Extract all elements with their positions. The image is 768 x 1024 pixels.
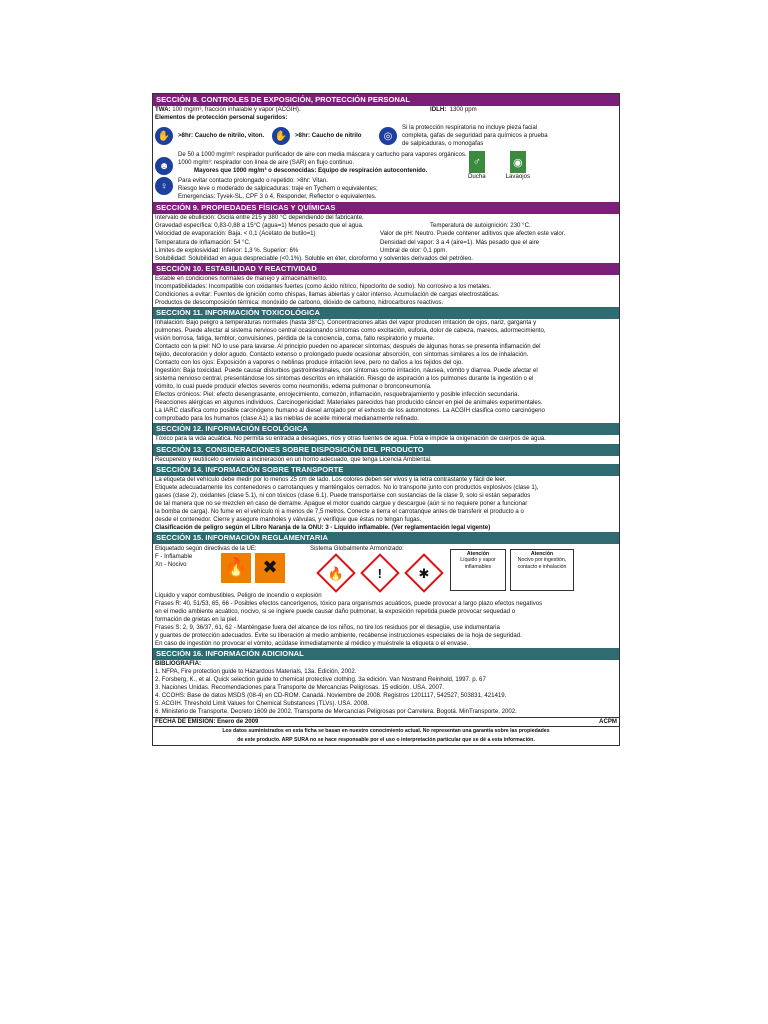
glove-icon: ✋ xyxy=(155,127,173,145)
section-8-header: SECCIÓN 8. CONTROLES DE EXPOSICIÓN, PROTECCIÓN PERSONAL xyxy=(153,94,619,106)
reg-line: en el medio ambiente acuático, nocivo, si se ingiere puede causar daño pulmonar, la exposición repetida puede provocar sequedad o xyxy=(155,607,516,615)
odor-threshold: Umbral de olor: 0,1 ppm. xyxy=(380,246,448,254)
reg-line: Frases R: 40, 51/53, 65, 66 - Posibles efectos cancerígenos, tóxico para organismos acuáticos, puede provocar a largo plazo efectos negativos xyxy=(155,599,543,607)
props-row-3 xyxy=(153,239,619,247)
idlh-value: 1300 ppm xyxy=(449,106,477,113)
ecological-line: Tóxico para la vida acuática. No permita su entrada a desagües, ríos y otras fuentes de agua. Flota e impide la oxigenación de cuerpos de agua. xyxy=(155,435,546,443)
disposal-line: Recuperelo y reutilícelo o envíelo a incineración en un horno adecuado, que tenga Licencia Ambiental. xyxy=(155,455,432,463)
transport-line: gases (clase 2), oxidantes (clase 5.1), ni con tóxicos (clase 6.1). Puede transportarse con sustancias de la clase 9, solo si están separados xyxy=(155,491,531,499)
tox-line: Reacciones alérgicas en algunos individuos. Carcinogenicidad: Materiales parecidos han producido cáncer en piel de animales experimentales. xyxy=(155,399,543,407)
shower-icon: ♂ xyxy=(469,151,485,173)
specific-gravity: Gravedad específica: 0,83-0,88 a 15°C (agua=1) Menos pesado que el agua. xyxy=(155,222,364,230)
transport-line: Etiquete adecuadamente los contenedores o carrotanques y manténgalos cerrados. No lo transporte junto con productos explosivos (clase 1), xyxy=(155,483,539,491)
transport-text xyxy=(153,476,619,532)
autoignition: Temperatura de autoignición: 230 °C. xyxy=(430,222,531,230)
section-13-header: SECCIÓN 13. CONSIDERACIONES SOBRE DISPOSICIÓN DEL PRODUCTO xyxy=(153,444,619,456)
section-9-header: SECCIÓN 9. PROPIEDADES FÍSICAS Y QUÍMICAS xyxy=(153,202,619,214)
twa-value: 100 mg/m³, fracción inhalable y vapor (ACGIH). xyxy=(172,106,301,113)
reg-line: formación de grietas en la piel. xyxy=(155,616,238,624)
disclaimer-line: Los datos suministrados en esta ficha se basan en nuestro conocimiento actual. No representan una garantía sobre las propiedades xyxy=(222,727,550,734)
decomposition-line: Productos de descomposición térmica: monóxido de carbono, dióxido de carbono, hidrocarburos reactivos. xyxy=(155,298,444,306)
idlh-label: IDLH: xyxy=(430,106,447,113)
body-protection-text: Para evitar contacto prolongado o repetido: >8hr: Vitan. Riesgo leve o moderado de salpicaduras: traje en Tychem o equivalentes; Emergencias: Tyvek-SL, CPF 3 ó 4, Responder, Reflector o equivalentes. xyxy=(178,177,378,201)
tox-line: tejido, decoloración y dolor agudo. Contacto extenso o prolongado puede ocasionar absorción, con síntomas similares a los de inhalación. xyxy=(155,351,529,359)
shower-sign xyxy=(466,151,488,181)
props-row-2 xyxy=(153,230,619,238)
ghs-flame-icon: 🔥 xyxy=(316,553,356,593)
stability-line: Estable en condiciones normales de manejo y almacenamiento. xyxy=(155,274,328,282)
ph-value: Valor de pH: Neutro. Puede contener aditivos que afecten este valor. xyxy=(380,230,566,238)
regulatory-text xyxy=(153,592,619,648)
section-11-header: SECCIÓN 11. INFORMACIÓN TOXICOLÓGICA xyxy=(153,307,619,319)
tox-line: Contacto con los ojos: Exposición a vapores o neblinas produce irritación leve, pero no daños a los tejidos del ojo. xyxy=(155,359,463,367)
tox-line: vómito, lo cual puede producir efectos severos como neumonitis, edema pulmonar o bronconeumonía. xyxy=(155,383,432,391)
ppe-row xyxy=(153,122,619,150)
safety-data-sheet xyxy=(152,93,620,746)
solubility: Solubilidad: Solubilidad en agua despreciable (<0.1%). Soluble en éter, cloroformo y solventes derivados del petróleo. xyxy=(155,254,473,262)
tox-line: comprobado para los humanos (clase A1) a las nieblas de aceite mineral medianamente refinado. xyxy=(155,415,419,423)
labeling-row xyxy=(153,544,619,592)
un-classification: Clasificación de peligro según el Libro Naranja de la ONU: 3 - Líquido inflamable. (Ver reglamentación legal vigente) xyxy=(155,523,491,531)
tox-line: La IARC clasifica como posible carcinógeno humano al diesel arrojado por el exhosto de los automotores. La ACGIH clasifica como carcinógeno xyxy=(155,407,545,415)
toxicology-text xyxy=(153,319,619,424)
eu-harmful: Xn - Nocivo xyxy=(155,560,187,568)
section-16-header: SECCIÓN 16. INFORMACIÓN ADICIONAL xyxy=(153,648,619,660)
flame-icon: 🔥 xyxy=(221,553,251,583)
section-10-header: SECCIÓN 10. ESTABILIDAD Y REACTIVIDAD xyxy=(153,263,619,275)
goggles-icon: ◎ xyxy=(379,127,397,145)
conditions-line: Condiciones a evitar: Fuentes de ignición como chispas, llamas abiertas y calor intenso. Acumulación de cargas electrostáticas. xyxy=(155,290,500,298)
ghs-exclamation-icon: ! xyxy=(360,553,400,593)
warning-text: Líquido y vapor inflamables xyxy=(460,557,496,570)
reg-line: y guantes de protección adecuados. Evite su liberación al medio ambiente, recábense instrucciones especiales de la hoja de seguridad. xyxy=(155,632,522,640)
warning-text: Nocivo por ingestión, contacto e inhalación xyxy=(517,557,567,570)
respirator-row xyxy=(153,150,619,176)
transport-line: La etiqueta del vehículo debe medir por lo menos 25 cm de lado. Los colores deben ser vivos y la letra contrastante y fácil de leer. xyxy=(155,475,507,483)
glove-icon-2: ✋ xyxy=(272,127,290,145)
boiling-range: Intervalo de ebullición: Oscila entre 215 y 380 °C dependiendo del fabricante. xyxy=(155,214,364,222)
eu-labeling xyxy=(155,545,310,591)
flash-point: Temperatura de inflamación: 54 °C. xyxy=(155,238,251,246)
bib-entry: 5. ACGIH. Threshold Limit Values for Chemical Substances (TLVs). USA. 2008. xyxy=(155,700,370,708)
ghs-health-hazard-icon: ✱ xyxy=(404,553,444,593)
body-suit-icon: ♀ xyxy=(155,177,173,195)
tox-line: Efectos crónicos: Piel: efecto desengrasante, enrojecimiento, comezón, inflamación, resquebrajamiento y posible infección secundaria. xyxy=(155,391,520,399)
warning-title: Atención xyxy=(466,550,490,557)
twa-row xyxy=(153,106,619,114)
transport-line: la bomba de carga). No fume en el vehículo ni a menos de 7,5 metros. Conecte a tierra el carrotanque antes de transferir el producto a o xyxy=(155,507,524,515)
props-row-1 xyxy=(153,222,619,230)
product-code: ACPM xyxy=(599,717,617,725)
tox-line: visión borrosa, fatiga, temblor, convulsiones, pérdida de la conciencia, coma, fallo respiratorio y muerte. xyxy=(155,334,435,342)
bib-entry: 4. CCOHS: Base de datos MSDS (08-4) en CD-ROM. Canadá. Noviembre de 2008. Registros 1201117, 542527, 503831, 421419. xyxy=(155,692,507,700)
twa-label: TWA: xyxy=(155,106,171,113)
tox-line: Inhalación: Bajo peligro a temperaturas normales (hasta 38°C). Concentraciones altas del vapor producen irritación de ojos, nariz, garganta y xyxy=(155,318,537,326)
bib-entry: 2. Forsberg, K., et al. Quick selection guide to chemical protective clothing. 3a edición. Van Nostrand Reinhold, 1997. p. 67 xyxy=(155,676,486,684)
warning-title: Atención xyxy=(530,550,554,557)
goggles-text: Si la protección respiratoria no incluye pieza facial completa, gafas de seguridad para químicos a prueba de salpicaduras, o monogafas xyxy=(402,124,548,148)
bib-entry: 1. NFPA, Fire protection guide to Hazardous Materials, 13a. Edición, 2002. xyxy=(155,668,357,676)
warning-box-harmful xyxy=(510,549,574,591)
reg-line: En caso de ingestión no provocar el vómito, acúdase inmediatamente al médico y muéstrele la etiqueta o el envase. xyxy=(155,640,469,648)
explosive-limits: Límites de explosividad: Inferior: 1,3 %. Superior: 6% xyxy=(155,246,299,254)
transport-line: desde el contenedor. Cierre y asegure manholes y válvulas, y verifique que éstas no tengan fugas. xyxy=(155,515,422,523)
props-row-4 xyxy=(153,247,619,255)
tox-line: pulmones. Puede afectar al sistema nervioso central ocasionando síntomas como excitación, euforia, dolor de cabeza, mareos, adormecimiento, xyxy=(155,326,546,334)
eu-title: Etiquetado según directivas de la UE: xyxy=(155,544,257,552)
vapor-density: Densidad del vapor: 3 a 4 (aire=1). Más pesado que el aire xyxy=(380,238,540,246)
disclaimer-footer xyxy=(153,726,619,745)
ghs-labeling xyxy=(310,545,440,591)
section-12-header: SECCIÓN 12. INFORMACIÓN ECOLÓGICA xyxy=(153,423,619,435)
bibliography-list xyxy=(153,668,619,716)
disclaimer-line: de este producto. ARP SURA no se hace responsable por el uso o interpretación particular que se dé a esta información. xyxy=(237,736,535,743)
evaporation-rate: Velocidad de evaporación: Baja. < 0,1 (Acetato de butilo=1) xyxy=(155,230,316,238)
transport-line: de tal manera que no se mezclen en caso de derrame. Apague el motor cuando cargue y descargue (aún si no requiere poner a funcionar xyxy=(155,499,528,507)
section-14-header: SECCIÓN 14. INFORMACIÓN SOBRE TRANSPORTE xyxy=(153,464,619,476)
eyewash-icon: ◉ xyxy=(510,151,526,173)
tox-line: Ingestión: Baja toxicidad. Puede causar disturbios gastrointestinales, con síntomas como irritación, náusea, vómito y diarrea. Puede afectar el xyxy=(155,367,538,375)
ppe-title: Elementos de protección personal sugeridos: xyxy=(155,114,288,122)
reg-line: Frases S: 2, 9, 36/37, 61, 62 - Manténgase fuera del alcance de los niños, no tire los residuos por el desagüe, use indumentaria xyxy=(155,624,500,632)
respirator-text: De 50 a 1000 mg/m³: respirador purificador de aire con media máscara y cartucho para vapores orgánicos. 1000 mg/m³: respirador con línea de aire (SAR) en flujo continuo. Mayores que 1000 mg/m³ o desconocidas: Equipo de respiración autocontenido. xyxy=(178,151,467,175)
ghs-title: Sistema Globalmente Armonizado: xyxy=(310,544,404,552)
bib-entry: 3. Naciones Unidas. Recomendaciones para Transporte de Mercancías Peligrosas. 15 edición. USA. 2007. xyxy=(155,684,444,692)
glove-spec-1: >8hr: Caucho de nitrilo, viton. xyxy=(178,132,265,140)
shower-label: Ducha xyxy=(468,173,486,181)
respirator-icon: ☻ xyxy=(155,157,173,175)
warning-box-flammable xyxy=(450,549,506,591)
bib-entry: 6. Ministerio de Transporte. Decreto 1609 de 2002. Transporte de Mercancías Peligrosas por Carretera. Bogotá. MinTransporte. 2002. xyxy=(155,708,517,716)
bibliography-title: BIBLIOGRAFÍA: xyxy=(155,660,202,668)
emission-row xyxy=(153,717,619,726)
eu-flammable: F - Inflamable xyxy=(155,552,193,560)
tox-line: sistema nervioso central, presentándose los síntomas descritos en inhalación. Riesgo de aspiración a los pulmones durante la ingestión o el xyxy=(155,375,534,383)
glove-spec-2: >8hr: Caucho de nitrilo xyxy=(295,132,362,140)
emission-date: FECHA DE EMISIÓN: Enero de 2009 xyxy=(155,717,259,725)
incompatibilities-line: Incompatibilidades: Incompatible con oxidantes fuertes (como ácido nítrico, hipoclorito de sodio). No corrosivo a los metales. xyxy=(155,282,492,290)
eyewash-label: Lavaojos xyxy=(505,173,531,181)
reg-line: Líquido y vapor combustibles. Peligro de incendio o explosión xyxy=(155,591,322,599)
tox-line: Contacto con la piel: NO lo use para lavarse. Al principio pueden no aparecer síntomas; después de algunas horas se presenta inflamación del xyxy=(155,342,541,350)
harmful-x-icon: ✖ xyxy=(255,553,285,583)
section-15-header: SECCIÓN 15. INFORMACIÓN REGLAMENTARIA xyxy=(153,532,619,544)
eyewash-sign xyxy=(504,151,532,181)
